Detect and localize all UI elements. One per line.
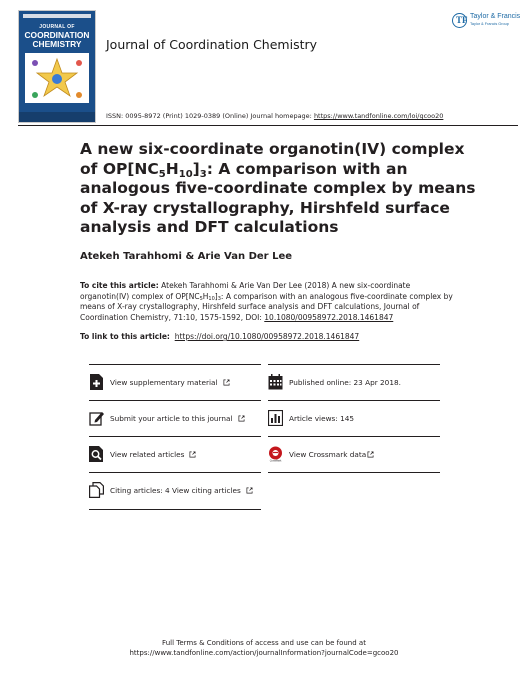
cover-top-band <box>23 14 91 18</box>
cover-line-1: JOURNAL OF <box>39 24 75 30</box>
journal-name[interactable]: Journal of Coordination Chemistry <box>106 37 318 52</box>
divider <box>89 364 261 365</box>
divider <box>268 472 440 473</box>
publisher-logo[interactable] <box>452 11 521 37</box>
calendar-icon <box>268 374 283 390</box>
submit-label: Submit your article to this journal <box>110 414 233 423</box>
cover-bottom-band <box>19 112 95 122</box>
supplementary-label: View supplementary material <box>110 378 218 387</box>
related-label: View related articles <box>110 450 185 459</box>
issn-text: ISSN: 0095-8972 (Print) 1029-0389 (Online) Journal homepage: <box>106 112 314 120</box>
divider <box>268 436 440 437</box>
divider <box>268 400 440 401</box>
external-link-icon <box>238 415 245 422</box>
cover-line-2: COORDINATION <box>24 30 90 40</box>
divider <box>89 436 261 437</box>
article-views-label: Article views: 145 <box>289 414 355 423</box>
divider <box>89 509 261 510</box>
pencil-edit-icon <box>89 410 104 426</box>
crossmark-label: View Crossmark data <box>289 450 367 459</box>
journal-homepage-link[interactable]: https://www.tandfonline.com/loi/gcoo20 <box>313 112 444 120</box>
document-plus-icon <box>89 374 104 390</box>
divider <box>89 400 261 401</box>
cover-line-3: CHEMISTRY <box>32 39 82 49</box>
footer-terms-url[interactable]: https://www.tandfonline.com/action/journalInformation?journalCode=gcoo20 <box>129 649 399 657</box>
search-document-icon <box>89 446 104 462</box>
publisher-name: Taylor & Francis <box>470 13 521 20</box>
published-date-label: Published online: 23 Apr 2018. <box>289 378 401 387</box>
external-link-icon <box>223 379 230 386</box>
citing-documents-icon <box>89 482 104 498</box>
article-title: A new six-coordinate organotin(IV) complex of $OP[NC_5H_{10}]_3$: A comparison with an analogous five-coordinate complex by means of X-ray crystallography, Hirshfeld surface analysis and DFT calculations <box>80 140 476 236</box>
bar-chart-icon <box>268 410 283 426</box>
footer-terms-text: Full Terms & Conditions of access and use can be found at <box>162 639 366 647</box>
external-link-icon <box>189 451 196 458</box>
citing-label: Citing articles: 4 View citing articles <box>110 486 241 495</box>
svg-text:CrossMark: CrossMark <box>269 459 282 462</box>
publisher-logo-icon: TF <box>452 13 467 28</box>
divider <box>268 364 440 365</box>
article-authors: Atekeh Tarahhomi & Arie Van Der Lee <box>80 251 293 262</box>
issn-line <box>106 112 443 120</box>
article-doi-url[interactable]: https://doi.org/10.1080/00958972.2018.1461847 <box>174 332 360 341</box>
article-link-line: To link to this article: https://doi.org/10.1080/00958972.2018.1461847 <box>80 332 360 341</box>
crossmark-icon <box>268 446 283 462</box>
external-link-icon <box>367 451 374 458</box>
publisher-tagline: Taylor & Francis Group <box>470 22 509 26</box>
footer <box>0 638 528 658</box>
header-divider <box>18 125 518 126</box>
doi-link[interactable]: 10.1080/00958972.2018.1461847 <box>264 312 394 322</box>
journal-cover-image <box>18 10 96 123</box>
citation-block: To cite this article: Atekeh Tarahhomi & Arie Van Der Lee (2018) A new six-coordinate organotin(IV) complex of $OP[NC_5H_{10}]_3$: A comparison with an analogous five-coordinate complex by means of X-ray crystallography, Hirshfeld surface analysis and DFT calculations, Journal of Coordination Chemistry, 71:10, 1575-1592, DOI: 10.1080/00958972.2018.1461847 <box>80 281 453 322</box>
external-link-icon <box>246 487 253 494</box>
cover-artwork <box>25 53 89 103</box>
divider <box>89 472 261 473</box>
